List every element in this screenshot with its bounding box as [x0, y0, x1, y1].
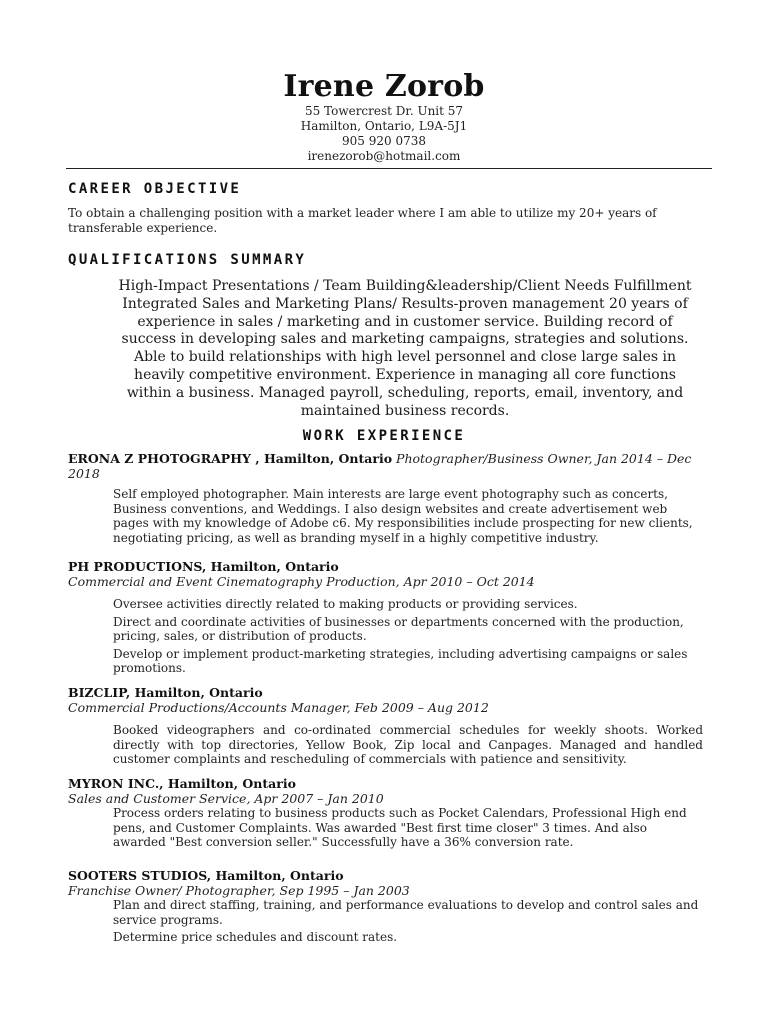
resume-header [0, 70, 768, 164]
job-role: Commercial and Event Cinematography Production, Apr 2010 – Oct 2014 [68, 574, 535, 589]
job-entry-ph-productions [68, 559, 698, 679]
job-role: Photographer/Business Owner, Jan 2014 – Dec 2018 [68, 451, 692, 481]
job-entry-sooters [68, 868, 698, 948]
job-description: Direct and coordinate activities of businesses or departments concerned with the production, pricing, sales, or distribution of products. [113, 614, 684, 643]
job-description: Self employed photographer. Main interests are large event photography such as concerts, Business conventions, and Weddings. I also design websites and create advertisement web pages with my knowledge of Adobe c6. My responsibilities include prospecting for new clients, negotiating pricing, as well as branding myself in a highly competitive industry. [113, 487, 693, 545]
address-line-2: Hamilton, Ontario, L9A-5J1 [300, 119, 468, 133]
job-description: Oversee activities directly related to making products or providing services. [113, 597, 578, 611]
qualifications-heading: QUALIFICATIONS SUMMARY [68, 252, 307, 268]
job-entry-myron [68, 776, 698, 853]
company-name [68, 776, 698, 791]
company-name [68, 685, 698, 700]
job-description: Develop or implement product-marketing strategies, including advertising campaigns or sales promotions. [113, 646, 688, 675]
company-name [68, 868, 698, 883]
job-role: Commercial Productions/Accounts Manager, Feb 2009 – Aug 2012 [68, 700, 489, 715]
company-name-text: SOOTERS STUDIOS, Hamilton, Ontario [68, 868, 344, 883]
work-experience-heading: WORK EXPERIENCE [302, 428, 466, 444]
job-role-line [68, 700, 698, 715]
job-title-line [68, 451, 698, 481]
phone-number: 905 920 0738 [342, 134, 426, 148]
job-description: Booked videographers and co-ordinated commercial schedules for weekly shoots. Worked directly with top directories, Yellow Book, Zip local and Canpages. Managed and handled customer complaints and rescheduling of commercials with patience and sensitivity. [113, 723, 703, 766]
job-description: Process orders relating to business products such as Pocket Calendars, Professional High end pens, and Customer Complaints. Was awarded "Best first time closer" 3 times. And also awarded "Best conversion seller." Successfully have a 36% conversion rate. [113, 806, 687, 849]
job-role-line [68, 574, 698, 589]
job-role-line [68, 791, 698, 806]
job-entry-erona [68, 451, 698, 548]
company-name: ERONA Z PHOTOGRAPHY , Hamilton, Ontario [68, 451, 393, 466]
header-divider [66, 168, 712, 169]
applicant-name: Irene Zorob [283, 69, 485, 104]
career-objective-text: To obtain a challenging position with a market leader where I am able to utilize my 20+ years of transferable experience. [68, 206, 657, 235]
job-description: Plan and direct staffing, training, and performance evaluations to develop and control sales and service programs. [113, 898, 699, 927]
company-name-text: PH PRODUCTIONS, Hamilton, Ontario [68, 559, 339, 574]
company-name-text: MYRON INC., Hamilton, Ontario [68, 776, 296, 791]
company-name-text: BIZCLIP, Hamilton, Ontario [68, 685, 263, 700]
job-role-line [68, 883, 698, 898]
address-line-1: 55 Towercrest Dr. Unit 57 [304, 104, 464, 118]
job-description: Determine price schedules and discount rates. [113, 930, 398, 944]
career-objective-heading: CAREER OBJECTIVE [68, 181, 242, 197]
job-role: Sales and Customer Service, Apr 2007 – Jan 2010 [68, 791, 384, 806]
job-role: Franchise Owner/ Photographer, Sep 1995 – Jan 2003 [68, 883, 410, 898]
company-name [68, 559, 698, 574]
email-address: irenezorob@hotmail.com [307, 149, 461, 163]
job-entry-bizclip [68, 685, 703, 770]
qualifications-text: High-Impact Presentations / Team Building&leadership/Client Needs Fulfillment Integrated Sales and Marketing Plans/ Results-proven management 20 years of experience in sales / marketing and in customer service. Building record of success in developing sales and marketing campaigns, strategies and solutions. Able to build relationships with high level personnel and close large sales in heavily competitive environment. Experience in managing all core functions within a business. Managed payroll, scheduling, reports, email, inventory, and maintained business records. [118, 278, 692, 419]
